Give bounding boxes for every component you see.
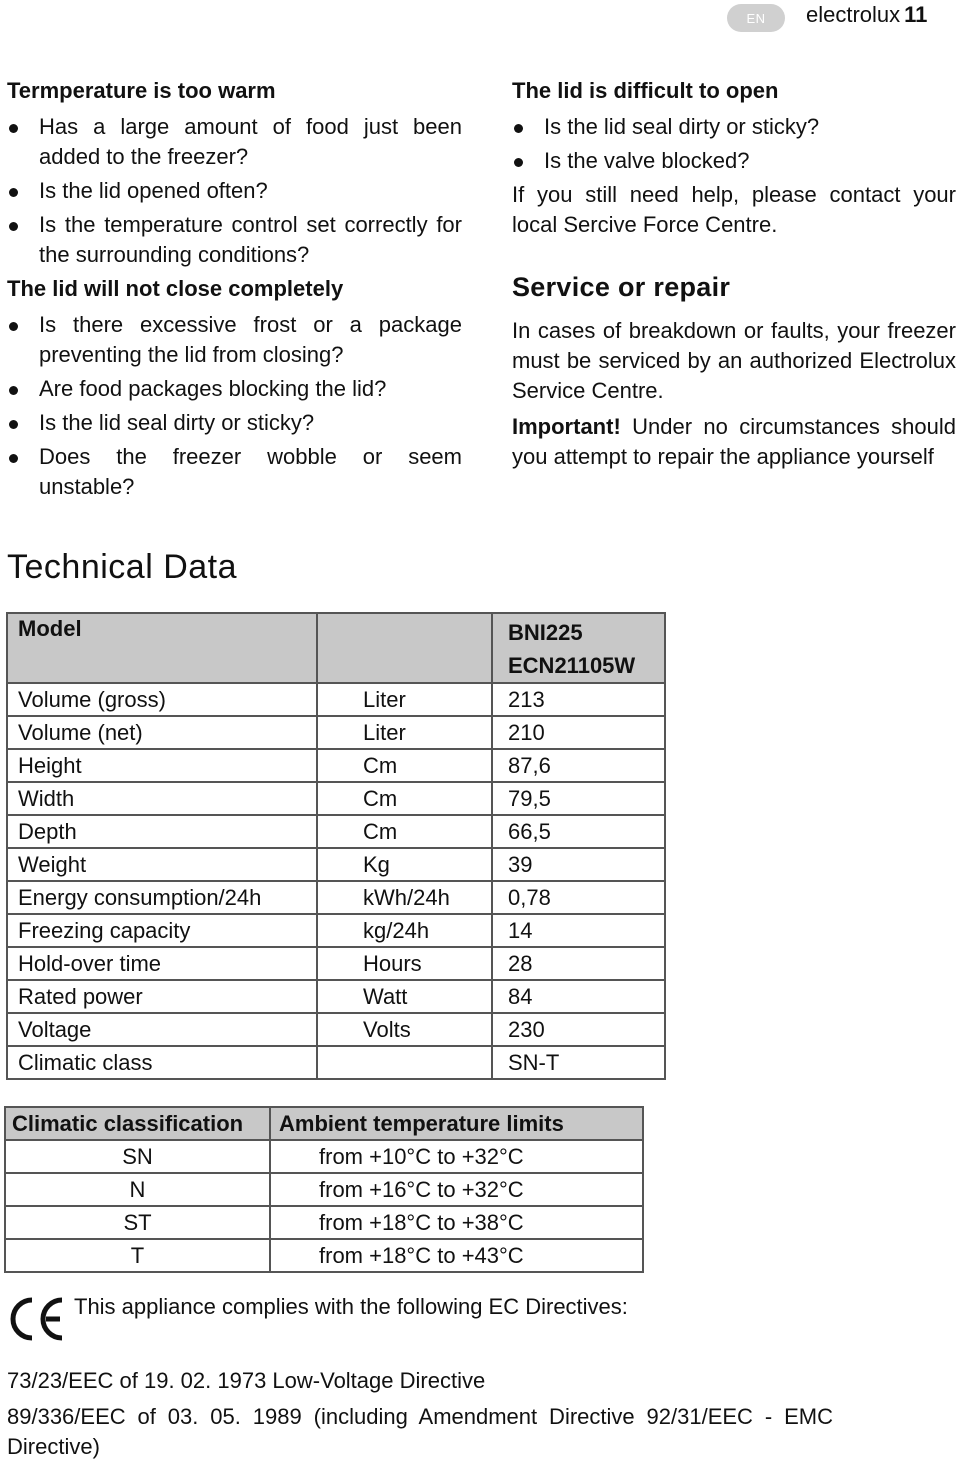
list-item: Does the freezer wobble or seem unstable? <box>7 442 462 502</box>
row-value: 66,5 <box>492 815 665 848</box>
row-value: 84 <box>492 980 665 1013</box>
list-item: Is the temperature control set correctly for the surrounding conditions? <box>7 210 462 270</box>
bullet-list <box>512 112 956 176</box>
ce-mark-icon <box>6 1294 66 1344</box>
important-text: Under no circumstances should you attempt to repair the appliance yourself <box>512 414 956 469</box>
list-item: Is the lid opened often? <box>7 176 462 206</box>
compliance-text: This appliance complies with the following EC Directives: <box>74 1294 628 1319</box>
service-text: In cases of breakdown or faults, your freezer must be serviced by an authorized Electrolux Service Centre. <box>512 318 956 403</box>
table-row <box>7 716 665 749</box>
table-header-cell: Model <box>7 613 317 683</box>
model-name: ECN21105W <box>508 653 636 678</box>
table-row <box>5 1173 643 1206</box>
model-name: BNI225 <box>508 620 583 645</box>
row-unit: Cm <box>317 815 492 848</box>
table-row <box>5 1140 643 1173</box>
important-label: Important! <box>512 414 621 439</box>
help-text: If you still need help, please contact your local Sercive Force Centre. <box>512 182 956 237</box>
list-item: Is there excessive frost or a package preventing the lid from closing? <box>7 310 462 370</box>
table-header-row <box>5 1107 643 1140</box>
table-header-cell: Climatic classification <box>5 1107 270 1140</box>
row-value: 0,78 <box>492 881 665 914</box>
directive-line: 89/336/EEC of 03. 05. 1989 (including Amendment Directive 92/31/EEC - EMC Directive) <box>7 1404 833 1459</box>
table-row <box>7 749 665 782</box>
row-unit: Liter <box>317 716 492 749</box>
row-label: Volume (gross) <box>7 683 317 716</box>
row-value: 79,5 <box>492 782 665 815</box>
row-unit: Cm <box>317 782 492 815</box>
table-row <box>7 815 665 848</box>
section-heading: The lid is difficult to open <box>512 78 779 103</box>
service-heading: Service or repair <box>512 272 731 302</box>
directive-line: 73/23/EEC of 19. 02. 1973 Low-Voltage Directive <box>7 1368 486 1393</box>
row-label: Width <box>7 782 317 815</box>
temperature-range: from +10°C to +32°C <box>270 1140 643 1173</box>
row-value: 28 <box>492 947 665 980</box>
row-value: 14 <box>492 914 665 947</box>
table-header-cell <box>317 613 492 683</box>
table-row <box>7 1046 665 1079</box>
row-label: Climatic class <box>7 1046 317 1079</box>
list-item: Is the lid seal dirty or sticky? <box>512 112 956 142</box>
troubleshooting-right-column <box>512 76 956 472</box>
table-header-row <box>7 613 665 683</box>
table-row <box>7 782 665 815</box>
row-unit: Cm <box>317 749 492 782</box>
row-unit <box>317 1046 492 1079</box>
section-heading: The lid will not close completely <box>7 276 344 301</box>
row-label: Height <box>7 749 317 782</box>
row-value: 39 <box>492 848 665 881</box>
temperature-range: from +18°C to +43°C <box>270 1239 643 1272</box>
section-heading: Termperature is too warm <box>7 78 276 103</box>
table-row <box>7 980 665 1013</box>
table-row <box>7 848 665 881</box>
table-row <box>5 1239 643 1272</box>
list-item: Has a large amount of food just been added to the freezer? <box>7 112 462 172</box>
climate-class: N <box>5 1173 270 1206</box>
list-item: Is the valve blocked? <box>512 146 956 176</box>
important-note <box>512 412 956 472</box>
brand-name: electrolux <box>806 2 901 27</box>
row-value: 87,6 <box>492 749 665 782</box>
row-label: Voltage <box>7 1013 317 1046</box>
troubleshooting-left-column <box>7 76 462 506</box>
row-unit: Hours <box>317 947 492 980</box>
row-label: Energy consumption/24h <box>7 881 317 914</box>
row-unit: kg/24h <box>317 914 492 947</box>
row-label: Weight <box>7 848 317 881</box>
bullet-list <box>7 310 462 502</box>
table-header-cell: Ambient temperature limits <box>270 1107 643 1140</box>
climatic-classification-table <box>4 1106 644 1273</box>
table-row <box>5 1206 643 1239</box>
row-label: Freezing capacity <box>7 914 317 947</box>
row-label: Rated power <box>7 980 317 1013</box>
climate-class: T <box>5 1239 270 1272</box>
table-row <box>7 947 665 980</box>
temperature-range: from +16°C to +32°C <box>270 1173 643 1206</box>
row-label: Volume (net) <box>7 716 317 749</box>
list-item: Is the lid seal dirty or sticky? <box>7 408 462 438</box>
table-row <box>7 1013 665 1046</box>
row-unit: kWh/24h <box>317 881 492 914</box>
table-row <box>7 881 665 914</box>
table-row <box>7 914 665 947</box>
list-item: Are food packages blocking the lid? <box>7 374 462 404</box>
climate-class: SN <box>5 1140 270 1173</box>
model-header-cell <box>492 613 665 683</box>
row-value: 210 <box>492 716 665 749</box>
row-value: SN-T <box>492 1046 665 1079</box>
table-row <box>7 683 665 716</box>
page-header <box>806 2 927 28</box>
page-number: 11 <box>904 2 928 27</box>
row-label: Depth <box>7 815 317 848</box>
temperature-range: from +18°C to +38°C <box>270 1206 643 1239</box>
technical-data-table <box>6 612 666 1080</box>
climate-class: ST <box>5 1206 270 1239</box>
language-badge: EN <box>727 4 785 32</box>
row-unit: Kg <box>317 848 492 881</box>
row-value: 213 <box>492 683 665 716</box>
row-value: 230 <box>492 1013 665 1046</box>
row-unit: Watt <box>317 980 492 1013</box>
bullet-list <box>7 112 462 270</box>
row-label: Hold-over time <box>7 947 317 980</box>
row-unit: Volts <box>317 1013 492 1046</box>
technical-data-title: Technical Data <box>7 548 238 586</box>
row-unit: Liter <box>317 683 492 716</box>
